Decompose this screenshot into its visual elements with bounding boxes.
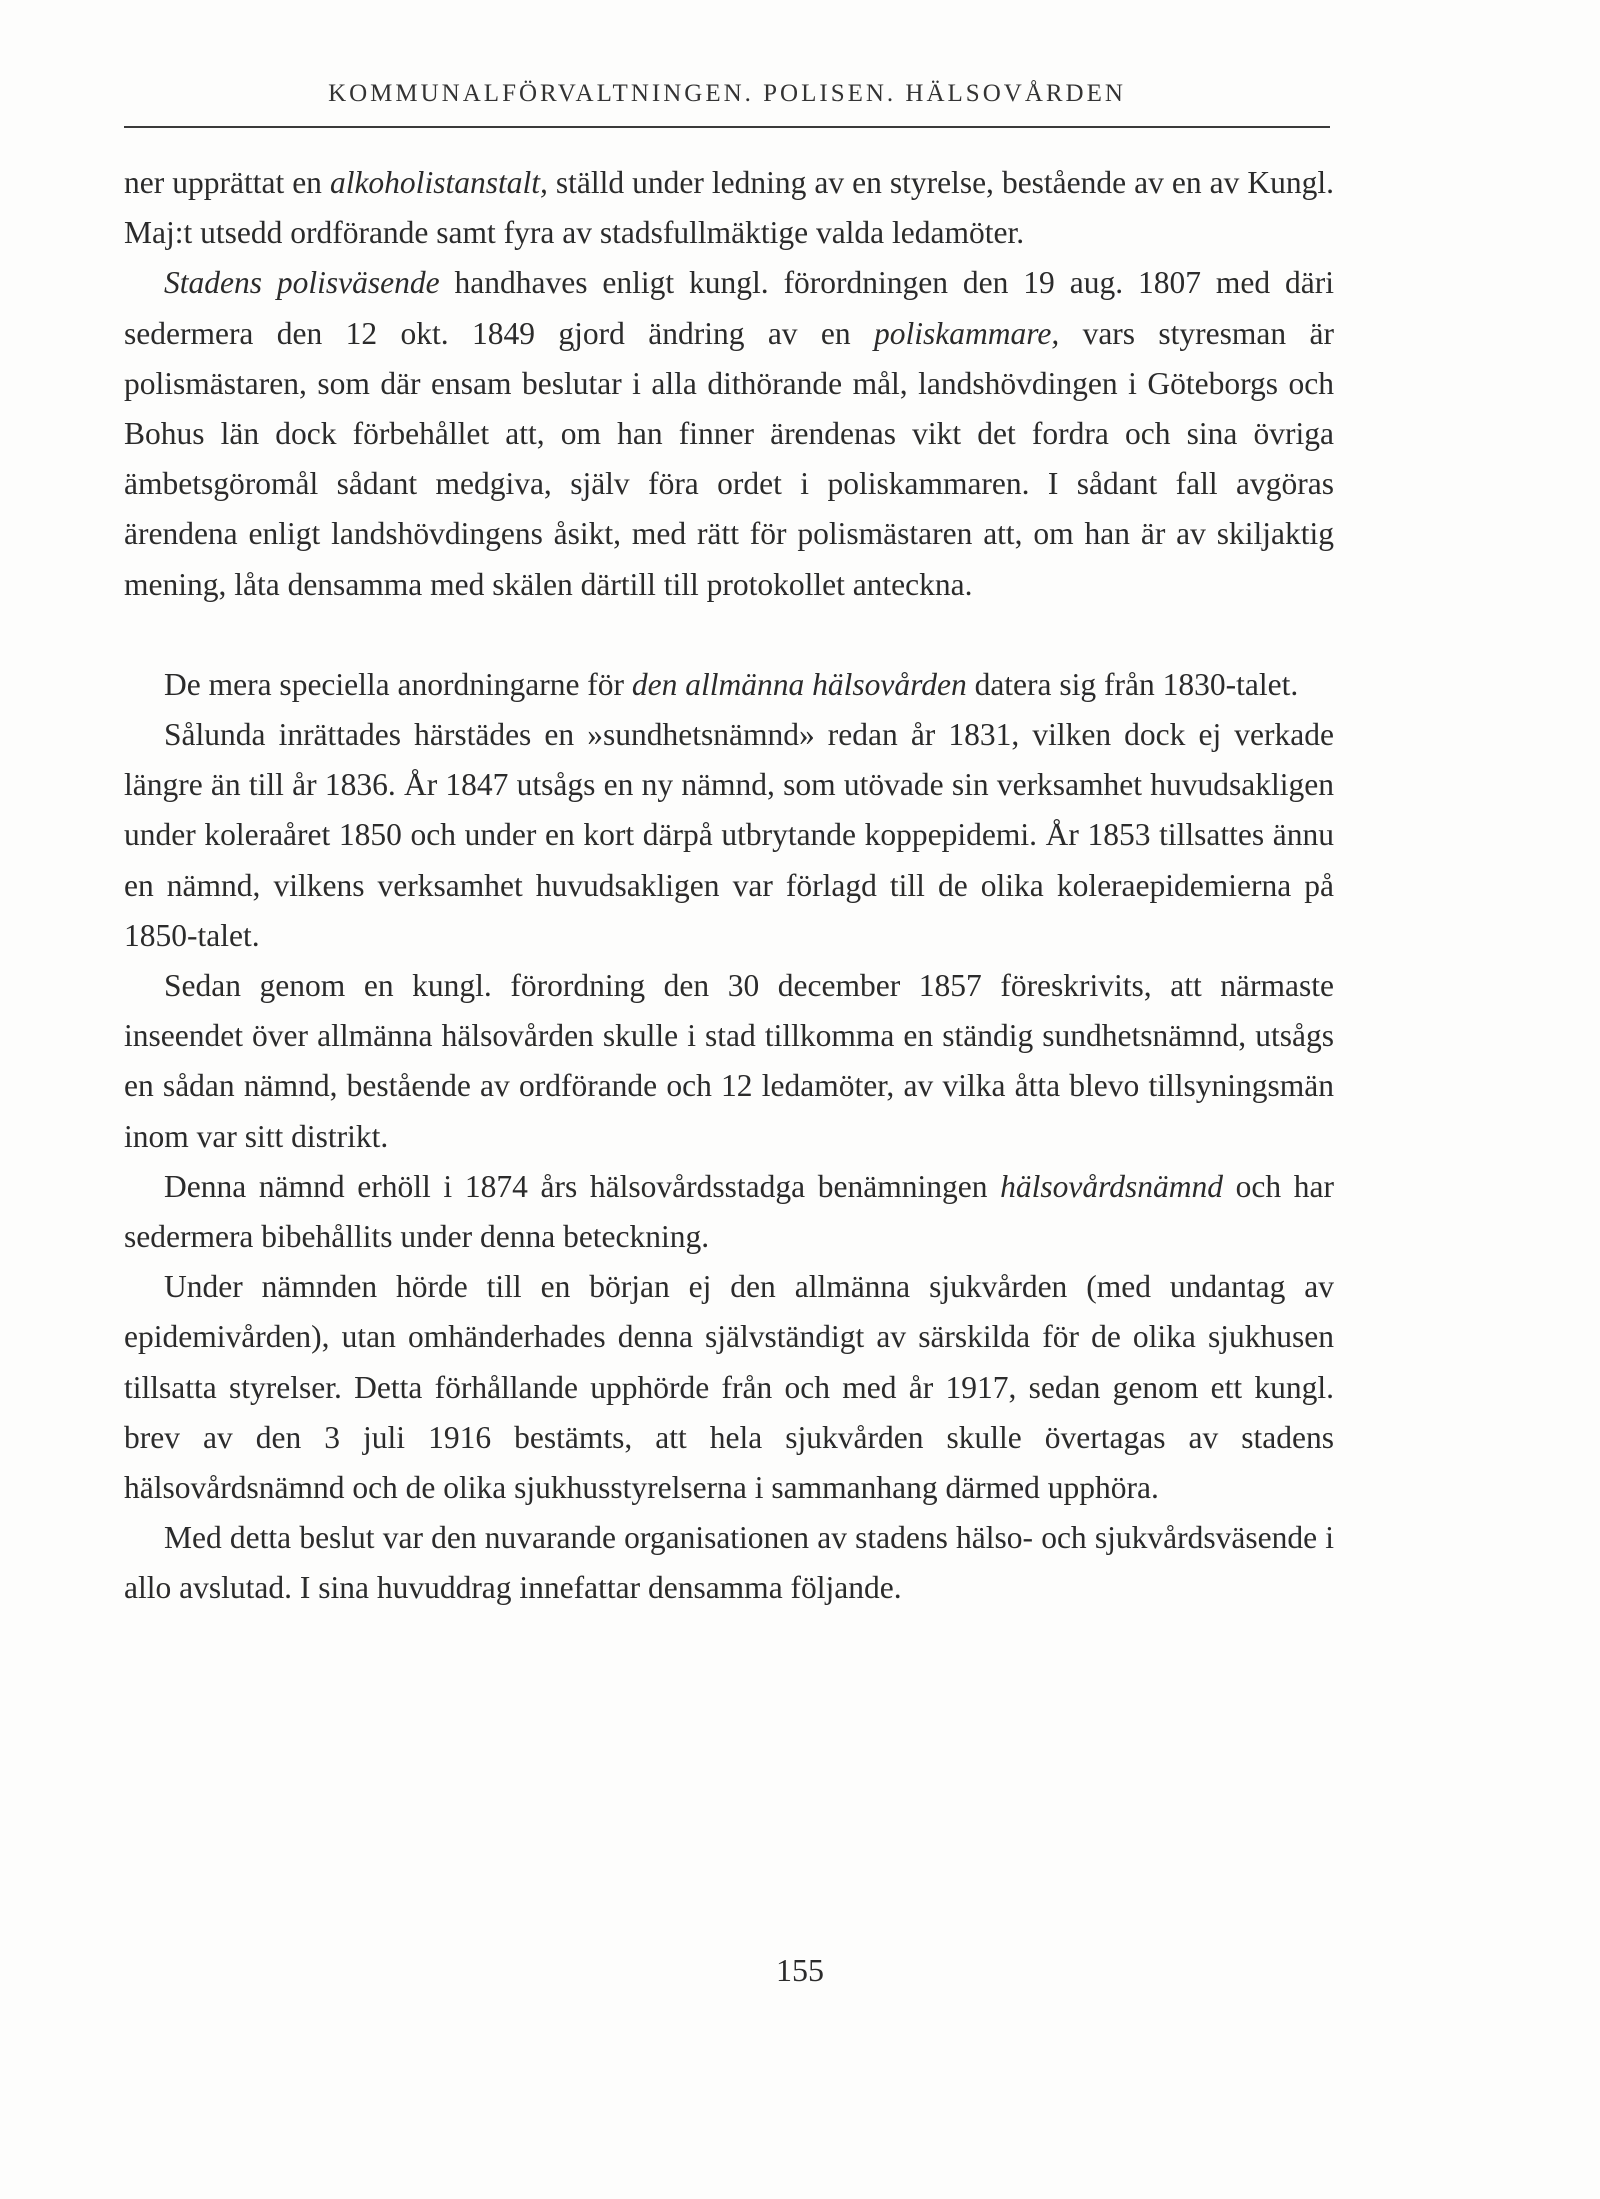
paragraph-alkoholistanstalt (124, 158, 1334, 258)
italic-term-poliskammare: poliskammare, (874, 315, 1060, 351)
paragraph-text: datera sig från 1830-talet. (966, 666, 1299, 702)
italic-term-allmanna-halsovarden: den allmänna hälsovården (631, 666, 967, 702)
paragraph-sjukvarden: Under nämnden hörde till en början ej den allmänna sjukvården (med undantag av epidemivården), utan omhänderhades denna självständigt av särskilda för de olika sjukhusen tillsatta styrelser. Detta förhållande upphörde från och med år 1917, sedan genom ett kungl. brev av den 3 juli 1916 bestämts, att hela sjukvården skulle övertagas av stadens hälsovårdsnämnd och de olika sjukhusstyrelserna i sammanhang därmed upphöra. (124, 1269, 1334, 1506)
paragraph-text: ner upprättat en (124, 165, 330, 200)
italic-term-halsovardsnamnd: hälsovårdsnämnd (1000, 1168, 1223, 1204)
paragraph-text: vars styresman är polismästaren, som där ensam beslutar i alla dithörande mål, landshövdingen i Göteborgs och Bohus län dock förbehållet att, om han finner ärendenas vikt det fordra och sina övriga ämbetsgöromål sådant medgiva, själv föra ordet i poliskammaren. I sådant fall avgöras ärendena enligt landshövdingens åsikt, med rätt för polismästaren att, om han är av skiljaktig mening, låta densamma med skälen därtill till protokollet anteckna. (124, 315, 1334, 602)
paragraph-text: ställd under ledning av en styrelse, bestående av en av Kungl. Maj:t utsedd ordförande samt fyra av stadsfullmäktige valda ledamöter. (124, 165, 1334, 251)
running-head: KOMMUNALFÖRVALTNINGEN. POLISEN. HÄLSOVÅRDEN (328, 80, 1126, 107)
page-number: 155 (776, 1952, 824, 1988)
paragraph-text: och har sedermera bibehållits under denna beteckning. (124, 1168, 1335, 1255)
paragraph-organisation: Med detta beslut var den nuvarande organisationen av stadens hälso- och sjukvårdsväsende i allo avslutad. I sina huvuddrag innefattar densamma följande. (124, 1520, 1334, 1606)
body-text (124, 158, 1334, 1614)
paragraph-text: handhaves enligt kungl. förordningen den 19 aug. 1807 med däri sedermera den 12 okt. 1849 gjord ändring av en (124, 265, 1334, 351)
italic-term-alkoholistanstalt: alkoholistanstalt, (329, 165, 548, 200)
italic-term-polisvasende: Stadens polisväsende (164, 265, 440, 301)
paragraph-forordning-1857: Sedan genom en kungl. förordning den 30 december 1857 föreskrivits, att närmaste inseendet över allmänna hälsovården skulle i stad tillkomma en ständig sundhetsnämnd, utsågs en sådan nämnd, bestående av ordförande och 12 ledamöter, av vilka åtta blevo tillsyningsmän inom var sitt distrikt. (124, 968, 1334, 1154)
header-rule (124, 126, 1330, 128)
paragraph-polisvasende (124, 258, 1334, 609)
paragraph-text: De mera speciella anordningarne för (164, 666, 632, 702)
section-gap (124, 610, 1334, 660)
paragraph-halsovardsnamnd (124, 1162, 1334, 1262)
paragraph-text: Denna nämnd erhöll i 1874 års hälsovårdsstadga benämningen (164, 1168, 1001, 1204)
paragraph-sundhetsnamnd: Sålunda inrättades härstädes en »sundhetsnämnd» redan år 1831, vilken dock ej verkade längre än till år 1836. År 1847 utsågs en ny nämnd, som utövade sin verksamhet huvudsakligen under koleraåret 1850 och under en kort därpå utbrytande koppepidemi. År 1853 tillsattes ännu en nämnd, vilkens verksamhet huvudsakligen var förlagd till de olika koleraepidemierna på 1850-talet. (124, 717, 1334, 953)
paragraph-halsovarden (124, 660, 1334, 710)
